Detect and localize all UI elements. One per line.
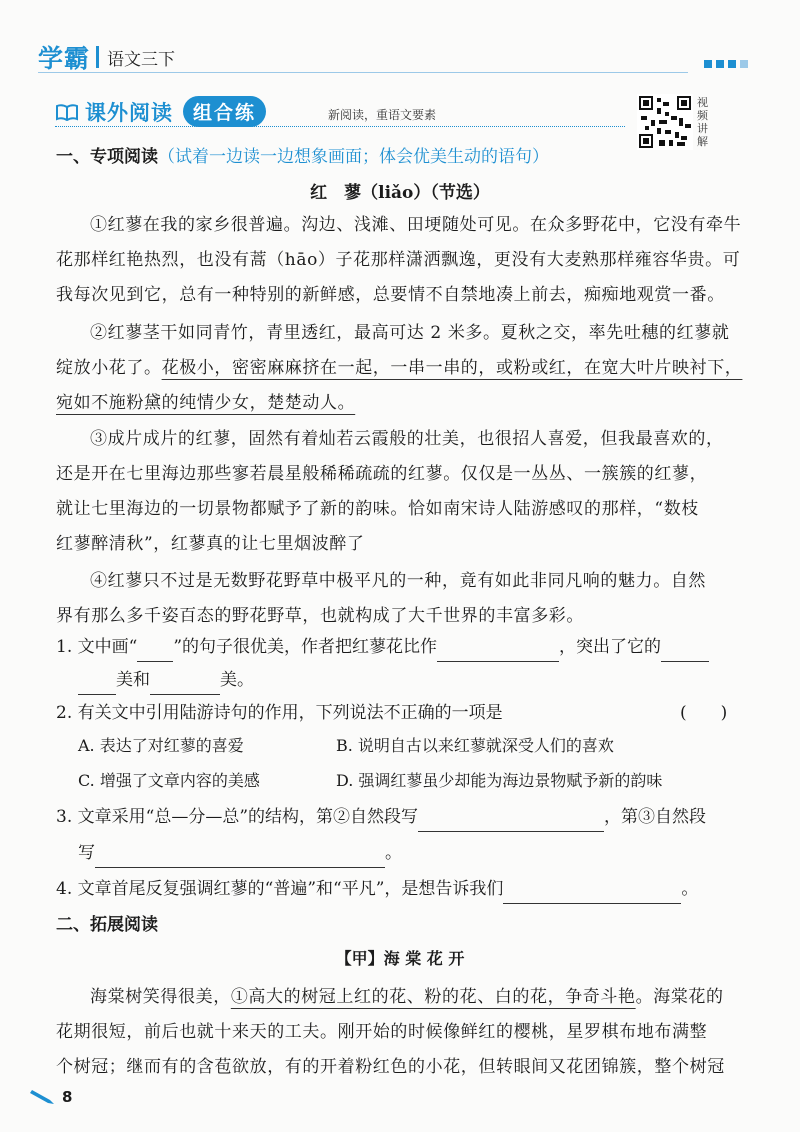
section-header	[55, 96, 266, 127]
q3-text: 。	[385, 843, 402, 863]
article-2-title: 【甲】海 棠 花 开	[335, 949, 465, 968]
qr-label: 视频讲解	[697, 96, 708, 148]
section-pill: 组合练	[183, 96, 266, 127]
jia-line: 花期很短，前后也就十来天的工夫。刚开始的时候像鲜红的樱桃，星罗棋布地布满整	[56, 1022, 708, 1042]
p2-line: 绽放小花了。	[56, 358, 162, 378]
question-2	[56, 698, 503, 728]
q1-text: ，突出了它的	[559, 637, 662, 657]
q4-text: 。	[681, 879, 699, 899]
part1-heading-text: 一、专项阅读	[56, 147, 158, 167]
answer-blank[interactable]	[150, 674, 220, 695]
underlined-sentence: ①高大的树冠上红的花、粉的花、白的花，争奇斗艳	[230, 987, 636, 1007]
brand-logo: 学霸	[38, 44, 91, 73]
question-1-cont	[78, 665, 254, 695]
question-1	[56, 632, 746, 662]
p2-line: ②红蓼茎干如同青竹，青里透红，最高可达 2 米多。夏秋之交，率先吐穗的红蓼就	[90, 323, 730, 343]
brand-divider	[96, 46, 99, 68]
answer-blank[interactable]	[437, 641, 559, 662]
qr-code-icon[interactable]	[637, 94, 693, 150]
page-number: 8	[62, 1088, 73, 1106]
answer-blank[interactable]	[418, 811, 604, 832]
book-icon	[55, 103, 79, 121]
answer-blank[interactable]	[503, 883, 681, 904]
q1-text: 美和	[116, 670, 150, 690]
jia-line: 海棠树笑得很美，	[90, 987, 231, 1007]
answer-blank[interactable]	[661, 641, 709, 662]
answer-blank[interactable]	[137, 641, 173, 662]
q3-text: 3. 文章采用“总—分—总”的结构，第②自然段写	[56, 807, 419, 827]
header-rule	[38, 72, 688, 73]
q1-text: 美。	[220, 670, 254, 690]
subject-label: 语文三下	[107, 49, 176, 70]
paragraph-4	[56, 564, 746, 634]
answer-blank[interactable]	[78, 674, 116, 695]
underlined-sentence: 宛如不施粉黛的纯情少女，楚楚动人。	[56, 393, 356, 413]
p1-line: ①红蓼在我的家乡很普遍。沟边、浅滩、田埂随处可见。在众多野花中，它没有牵牛	[90, 215, 742, 235]
part1-heading	[56, 142, 549, 167]
part1-hint: （试着一边读一边想象画面；体会优美生动的语句）	[158, 147, 549, 167]
q1-text: 1. 文中画“	[56, 637, 138, 657]
p3-line: ③成片成片的红蓼，固然有着灿若云霞般的壮美，也很招人喜爱，但我最喜欢的，	[90, 429, 724, 449]
section-subtitle: 新阅读，重语文要素	[328, 108, 437, 122]
header-dots	[704, 60, 748, 68]
q3-text: ，第③自然段	[604, 807, 707, 827]
brand	[38, 40, 175, 74]
question-3	[56, 802, 746, 832]
question-4	[56, 874, 746, 904]
answer-blank[interactable]	[95, 847, 385, 868]
option-c[interactable]: C. 增强了文章内容的美感	[78, 771, 260, 790]
option-a[interactable]: A. 表达了对红蓼的喜爱	[78, 736, 244, 755]
paragraph-jia	[56, 980, 746, 1085]
paragraph-2	[56, 316, 746, 421]
part2-heading: 二、拓展阅读	[56, 915, 158, 935]
option-d[interactable]: D. 强调红蓼虽少却能为海边景物赋予新的韵味	[336, 771, 663, 790]
jia-line: 。海棠花的	[635, 987, 724, 1007]
p3-line: 还是开在七里海边那些寥若晨星般稀稀疏疏的红蓼。仅仅是一丛丛、一簇簇的红蓼，	[56, 464, 708, 484]
q3-text: 写	[78, 843, 95, 863]
p3-line: 就让七里海边的一切景物都赋予了新的韵味。恰如南宋诗人陆游感叹的那样，“数枝	[56, 499, 699, 519]
p4-line: ④红蓼只不过是无数野花野草中极平凡的一种，竟有如此非同凡响的魅力。自然	[90, 571, 706, 591]
paragraph-1	[56, 208, 746, 313]
answer-paren[interactable]: ( )	[680, 703, 728, 723]
q2-stem: 2. 有关文中引用陆游诗句的作用，下列说法不正确的一项是	[56, 703, 503, 723]
p3-line: 红蓼醉清秋”，红蓼真的让七里烟波醉了	[56, 534, 365, 554]
option-b[interactable]: B. 说明自古以来红蓼就深受人们的喜欢	[336, 736, 614, 755]
p1-line: 花那样红艳热烈，也没有蒿（hāo）子花那样潇洒飘逸，更没有大麦熟那样雍容华贵。可	[56, 250, 741, 270]
section-rule	[55, 126, 625, 127]
q4-text: 4. 文章首尾反复强调红蓼的“普遍”和“平凡”，是想告诉我们	[56, 879, 504, 899]
section-title: 课外阅读	[85, 100, 173, 125]
p1-line: 我每次见到它，总有一种特别的新鲜感，总要情不自禁地凑上前去，痴痴地观赏一番。	[56, 285, 725, 305]
q1-text: ”的句子很优美，作者把红蓼花比作	[173, 637, 438, 657]
question-3-cont	[78, 838, 402, 868]
p4-line: 界有那么多千姿百态的野花野草，也就构成了大千世界的丰富多彩。	[56, 606, 584, 626]
pen-icon	[30, 1086, 56, 1106]
article-title: 红 蓼（liǎo）（节选）	[310, 183, 490, 203]
paragraph-3	[56, 422, 746, 562]
jia-line: 个树冠；继而有的含苞欲放，有的开着粉红色的小花，但转眼间又花团锦簇，整个树冠	[56, 1057, 725, 1077]
underlined-sentence: 花极小，密密麻麻挤在一起，一串一串的，或粉或红，在宽大叶片映衬下，	[161, 358, 743, 378]
